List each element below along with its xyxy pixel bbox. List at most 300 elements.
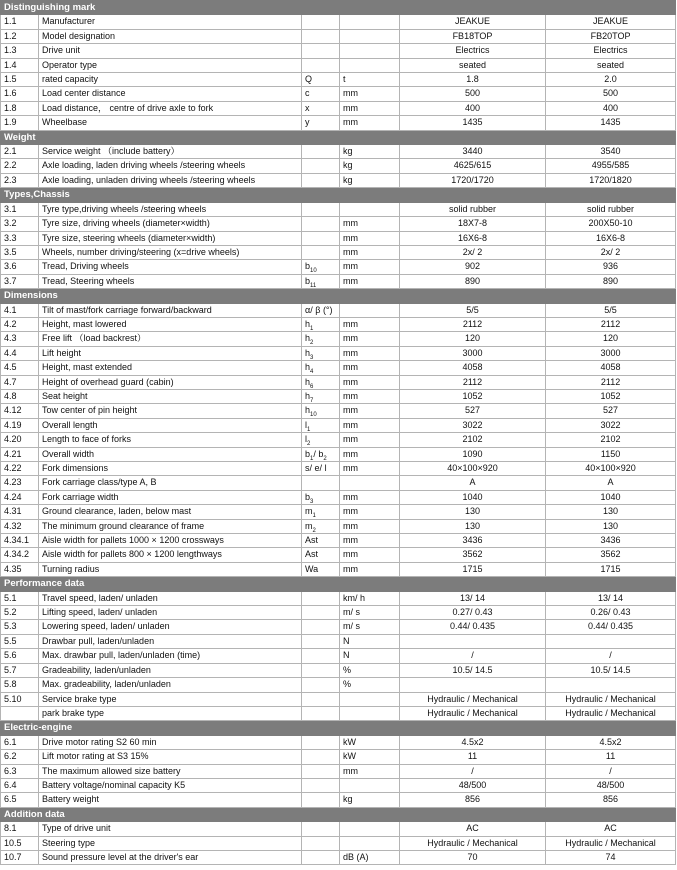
table-row xyxy=(1,822,676,836)
row-number: 1.1 xyxy=(1,15,39,29)
row-number: 5.1 xyxy=(1,591,39,605)
value-model-1: 500 xyxy=(400,87,546,101)
section-header xyxy=(1,1,676,15)
value-model-1: 1040 xyxy=(400,490,546,504)
row-label: Ground clearance, laden, below mast xyxy=(39,505,302,519)
value-model-1: / xyxy=(400,764,546,778)
table-row xyxy=(1,778,676,792)
value-model-1: 1715 xyxy=(400,562,546,576)
row-number: 10.7 xyxy=(1,850,39,864)
table-row xyxy=(1,750,676,764)
row-symbol: $h_{10}$ xyxy=(302,404,340,418)
row-label: Wheelbase xyxy=(39,116,302,130)
value-model-1: 3440 xyxy=(400,145,546,159)
row-number: 2.3 xyxy=(1,173,39,187)
value-model-1: 16X6-8 xyxy=(400,231,546,245)
value-model-2: 120 xyxy=(546,332,676,346)
row-label: Length to face of forks xyxy=(39,433,302,447)
row-unit: mm xyxy=(340,101,400,115)
table-row xyxy=(1,692,676,706)
row-number: 4.24 xyxy=(1,490,39,504)
row-symbol xyxy=(302,649,340,663)
row-number: 4.23 xyxy=(1,476,39,490)
table-row xyxy=(1,548,676,562)
value-model-2: 74 xyxy=(546,850,676,864)
row-unit: mm xyxy=(340,260,400,274)
value-model-2: 4058 xyxy=(546,361,676,375)
row-unit: dB (A) xyxy=(340,850,400,864)
value-model-1: Hydraulic / Mechanical xyxy=(400,692,546,706)
row-label: Wheels, number driving/steering (x=drive wheels) xyxy=(39,245,302,259)
row-number: 4.31 xyxy=(1,505,39,519)
section-header xyxy=(1,130,676,144)
row-number: 3.6 xyxy=(1,260,39,274)
row-label: Drawbar pull, laden/unladen xyxy=(39,634,302,648)
row-number xyxy=(1,706,39,720)
table-row xyxy=(1,303,676,317)
row-number: 1.2 xyxy=(1,29,39,43)
row-number: 5.6 xyxy=(1,649,39,663)
value-model-2: A xyxy=(546,476,676,490)
row-number: 3.5 xyxy=(1,245,39,259)
row-number: 4.12 xyxy=(1,404,39,418)
table-row xyxy=(1,389,676,403)
value-model-1: 400 xyxy=(400,101,546,115)
row-unit: kg xyxy=(340,159,400,173)
row-number: 4.22 xyxy=(1,462,39,476)
row-label: Fork carriage width xyxy=(39,490,302,504)
table-row xyxy=(1,591,676,605)
row-label: Tyre size, steering wheels (diameter×width) xyxy=(39,231,302,245)
row-unit xyxy=(340,202,400,216)
row-label: Aisle width for pallets 1000 × 1200 crossways xyxy=(39,534,302,548)
row-unit: N xyxy=(340,649,400,663)
value-model-2: 1150 xyxy=(546,447,676,461)
row-symbol xyxy=(302,663,340,677)
row-number: 2.2 xyxy=(1,159,39,173)
row-unit xyxy=(340,303,400,317)
row-label: Height of overhead guard (cabin) xyxy=(39,375,302,389)
value-model-2: 856 xyxy=(546,793,676,807)
row-number: 3.1 xyxy=(1,202,39,216)
row-symbol: y xyxy=(302,116,340,130)
section-header xyxy=(1,807,676,821)
row-number: 2.1 xyxy=(1,145,39,159)
row-number: 3.3 xyxy=(1,231,39,245)
row-symbol: $l_1$ xyxy=(302,418,340,432)
table-row xyxy=(1,159,676,173)
value-model-2: 1720/1820 xyxy=(546,173,676,187)
row-symbol xyxy=(302,850,340,864)
row-label: Fork dimensions xyxy=(39,462,302,476)
value-model-1: 2112 xyxy=(400,375,546,389)
section-title: Electric-engine xyxy=(1,721,676,735)
table-row xyxy=(1,375,676,389)
table-row xyxy=(1,678,676,692)
row-symbol xyxy=(302,29,340,43)
row-unit xyxy=(340,29,400,43)
row-unit xyxy=(340,778,400,792)
value-model-2: 2102 xyxy=(546,433,676,447)
table-row xyxy=(1,404,676,418)
row-symbol: $h_6$ xyxy=(302,375,340,389)
table-row xyxy=(1,447,676,461)
section-title: Dimensions xyxy=(1,289,676,303)
row-symbol: $l_2$ xyxy=(302,433,340,447)
row-number: 4.1 xyxy=(1,303,39,317)
row-number: 6.5 xyxy=(1,793,39,807)
row-label: Service weight （include battery） xyxy=(39,145,302,159)
row-label: Travel speed, laden/ unladen xyxy=(39,591,302,605)
row-symbol xyxy=(302,245,340,259)
row-unit: mm xyxy=(340,332,400,346)
row-symbol: $h_7$ xyxy=(302,389,340,403)
row-number: 4.35 xyxy=(1,562,39,576)
row-unit xyxy=(340,706,400,720)
row-unit xyxy=(340,58,400,72)
value-model-1: 1052 xyxy=(400,389,546,403)
row-unit: mm xyxy=(340,505,400,519)
value-model-1 xyxy=(400,678,546,692)
row-unit: kg xyxy=(340,145,400,159)
value-model-1: FB18TOP xyxy=(400,29,546,43)
row-unit: mm xyxy=(340,375,400,389)
value-model-2: / xyxy=(546,649,676,663)
row-symbol: Ast xyxy=(302,534,340,548)
row-label: Lowering speed, laden/ unladen xyxy=(39,620,302,634)
value-model-1: 4058 xyxy=(400,361,546,375)
row-symbol: $h_2$ xyxy=(302,332,340,346)
row-label: Overall width xyxy=(39,447,302,461)
value-model-2: Electrics xyxy=(546,44,676,58)
row-unit: mm xyxy=(340,217,400,231)
spec-table-body xyxy=(1,1,676,865)
section-title: Addition data xyxy=(1,807,676,821)
table-row xyxy=(1,202,676,216)
table-row xyxy=(1,634,676,648)
table-row xyxy=(1,245,676,259)
row-unit: mm xyxy=(340,433,400,447)
value-model-2: Hydraulic / Mechanical xyxy=(546,692,676,706)
row-label: Height, mast lowered xyxy=(39,317,302,331)
row-unit: mm xyxy=(340,447,400,461)
row-label: Manufacturer xyxy=(39,15,302,29)
table-row xyxy=(1,490,676,504)
row-unit: mm xyxy=(340,274,400,288)
value-model-1: 3436 xyxy=(400,534,546,548)
row-unit: mm xyxy=(340,462,400,476)
table-row xyxy=(1,433,676,447)
row-label: Load distance， centre of drive axle to fork xyxy=(39,101,302,115)
table-row xyxy=(1,361,676,375)
value-model-1: 70 xyxy=(400,850,546,864)
value-model-1: seated xyxy=(400,58,546,72)
row-symbol xyxy=(302,706,340,720)
row-label: Axle loading, laden driving wheels /steering wheels xyxy=(39,159,302,173)
row-label: Max. gradeability, laden/unladen xyxy=(39,678,302,692)
row-symbol xyxy=(302,15,340,29)
row-label: Drive unit xyxy=(39,44,302,58)
row-label: Lifting speed, laden/ unladen xyxy=(39,606,302,620)
table-row xyxy=(1,73,676,87)
table-row xyxy=(1,145,676,159)
row-number: 4.8 xyxy=(1,389,39,403)
row-number: 1.3 xyxy=(1,44,39,58)
value-model-1: Hydraulic / Mechanical xyxy=(400,706,546,720)
value-model-2: 527 xyxy=(546,404,676,418)
row-unit: mm xyxy=(340,404,400,418)
table-row xyxy=(1,29,676,43)
row-symbol xyxy=(302,591,340,605)
value-model-1: 120 xyxy=(400,332,546,346)
row-symbol xyxy=(302,620,340,634)
table-row xyxy=(1,217,676,231)
row-label: Free lift （load backrest） xyxy=(39,332,302,346)
row-number: 4.20 xyxy=(1,433,39,447)
value-model-1: 13/ 14 xyxy=(400,591,546,605)
row-unit: mm xyxy=(340,116,400,130)
row-number: 4.34.1 xyxy=(1,534,39,548)
row-symbol xyxy=(302,58,340,72)
row-label: Type of drive unit xyxy=(39,822,302,836)
row-symbol: Wa xyxy=(302,562,340,576)
value-model-2: / xyxy=(546,764,676,778)
value-model-1: 130 xyxy=(400,505,546,519)
section-header xyxy=(1,188,676,202)
table-row xyxy=(1,519,676,533)
section-title: Distinguishing mark xyxy=(1,1,676,15)
row-symbol: $m_1$ xyxy=(302,505,340,519)
table-row xyxy=(1,764,676,778)
row-number: 1.6 xyxy=(1,87,39,101)
row-symbol xyxy=(302,173,340,187)
section-title: Performance data xyxy=(1,577,676,591)
value-model-1: 11 xyxy=(400,750,546,764)
table-row xyxy=(1,173,676,187)
value-model-2: 2112 xyxy=(546,317,676,331)
row-symbol: $h_3$ xyxy=(302,346,340,360)
row-symbol xyxy=(302,145,340,159)
value-model-1: 4625/615 xyxy=(400,159,546,173)
row-number: 4.7 xyxy=(1,375,39,389)
row-symbol: x xyxy=(302,101,340,115)
row-label: Gradeability, laden/unladen xyxy=(39,663,302,677)
value-model-2: 2112 xyxy=(546,375,676,389)
value-model-2: Hydraulic / Mechanical xyxy=(546,706,676,720)
row-unit: mm xyxy=(340,245,400,259)
section-header xyxy=(1,721,676,735)
row-label: Aisle width for pallets 800 × 1200 lengthways xyxy=(39,548,302,562)
table-row xyxy=(1,418,676,432)
row-label: rated capacity xyxy=(39,73,302,87)
row-label: Drive motor rating S2 60 min xyxy=(39,735,302,749)
row-unit: N xyxy=(340,634,400,648)
value-model-2: 1040 xyxy=(546,490,676,504)
value-model-2: 4955/585 xyxy=(546,159,676,173)
row-symbol: $m_2$ xyxy=(302,519,340,533)
value-model-2: 500 xyxy=(546,87,676,101)
value-model-1: 4.5x2 xyxy=(400,735,546,749)
value-model-2: 890 xyxy=(546,274,676,288)
table-row xyxy=(1,735,676,749)
row-number: 4.4 xyxy=(1,346,39,360)
row-unit: kW xyxy=(340,750,400,764)
row-symbol xyxy=(302,217,340,231)
row-number: 6.2 xyxy=(1,750,39,764)
value-model-2: FB20TOP xyxy=(546,29,676,43)
value-model-2: 11 xyxy=(546,750,676,764)
row-label: park brake type xyxy=(39,706,302,720)
row-number: 1.8 xyxy=(1,101,39,115)
section-header xyxy=(1,577,676,591)
value-model-2: 5/5 xyxy=(546,303,676,317)
value-model-2: 3436 xyxy=(546,534,676,548)
row-number: 1.4 xyxy=(1,58,39,72)
row-label: Turning radius xyxy=(39,562,302,576)
row-symbol xyxy=(302,750,340,764)
row-label: Battery voltage/nominal capacity K5 xyxy=(39,778,302,792)
value-model-2: 4.5x2 xyxy=(546,735,676,749)
value-model-1: 2x/ 2 xyxy=(400,245,546,259)
row-unit: mm xyxy=(340,346,400,360)
value-model-1: solid rubber xyxy=(400,202,546,216)
row-unit: mm xyxy=(340,764,400,778)
row-label: Seat height xyxy=(39,389,302,403)
value-model-2: 3022 xyxy=(546,418,676,432)
row-unit xyxy=(340,15,400,29)
row-number: 6.3 xyxy=(1,764,39,778)
row-symbol xyxy=(302,231,340,245)
row-symbol xyxy=(302,159,340,173)
value-model-1: 0.44/ 0.435 xyxy=(400,620,546,634)
row-label: Overall length xyxy=(39,418,302,432)
value-model-1: 5/5 xyxy=(400,303,546,317)
row-label: Max. drawbar pull, laden/unladen (time) xyxy=(39,649,302,663)
table-row xyxy=(1,231,676,245)
row-symbol xyxy=(302,778,340,792)
row-unit xyxy=(340,692,400,706)
row-symbol: $b_3$ xyxy=(302,490,340,504)
value-model-2: JEAKUE xyxy=(546,15,676,29)
row-symbol xyxy=(302,692,340,706)
row-number: 3.7 xyxy=(1,274,39,288)
row-symbol xyxy=(302,476,340,490)
value-model-2: 10.5/ 14.5 xyxy=(546,663,676,677)
value-model-1: 1090 xyxy=(400,447,546,461)
table-row xyxy=(1,534,676,548)
row-label: Model designation xyxy=(39,29,302,43)
row-symbol xyxy=(302,44,340,58)
value-model-1: / xyxy=(400,649,546,663)
row-symbol xyxy=(302,793,340,807)
row-label: Fork carriage class/type A, B xyxy=(39,476,302,490)
value-model-1: 48/500 xyxy=(400,778,546,792)
row-number: 6.4 xyxy=(1,778,39,792)
value-model-1: Hydraulic / Mechanical xyxy=(400,836,546,850)
row-unit: mm xyxy=(340,389,400,403)
row-number: 4.5 xyxy=(1,361,39,375)
row-number: 4.3 xyxy=(1,332,39,346)
row-unit: t xyxy=(340,73,400,87)
value-model-2: AC xyxy=(546,822,676,836)
row-number: 8.1 xyxy=(1,822,39,836)
value-model-1: 1.8 xyxy=(400,73,546,87)
row-label: Tilt of mast/fork carriage forward/backward xyxy=(39,303,302,317)
row-number: 5.7 xyxy=(1,663,39,677)
table-row xyxy=(1,462,676,476)
value-model-2: 0.44/ 0.435 xyxy=(546,620,676,634)
value-model-2: 1435 xyxy=(546,116,676,130)
row-label: Tread, Driving wheels xyxy=(39,260,302,274)
value-model-1: 2102 xyxy=(400,433,546,447)
row-label: Axle loading, unladen driving wheels /steering wheels xyxy=(39,173,302,187)
row-unit: kg xyxy=(340,793,400,807)
row-unit: % xyxy=(340,678,400,692)
row-label: Lift motor rating at S3 15% xyxy=(39,750,302,764)
table-row xyxy=(1,58,676,72)
table-row xyxy=(1,274,676,288)
row-symbol xyxy=(302,836,340,850)
value-model-1: JEAKUE xyxy=(400,15,546,29)
value-model-1: AC xyxy=(400,822,546,836)
table-row xyxy=(1,562,676,576)
table-row xyxy=(1,663,676,677)
row-symbol: $h_4$ xyxy=(302,361,340,375)
row-unit: m/ s xyxy=(340,620,400,634)
value-model-2: seated xyxy=(546,58,676,72)
row-unit: km/ h xyxy=(340,591,400,605)
value-model-1: 1435 xyxy=(400,116,546,130)
value-model-2: 0.26/ 0.43 xyxy=(546,606,676,620)
row-number: 5.2 xyxy=(1,606,39,620)
row-symbol: $b_{11}$ xyxy=(302,274,340,288)
value-model-1: A xyxy=(400,476,546,490)
row-unit: mm xyxy=(340,534,400,548)
value-model-2: 16X6-8 xyxy=(546,231,676,245)
value-model-2: 200X50-10 xyxy=(546,217,676,231)
section-header xyxy=(1,289,676,303)
value-model-2: 2.0 xyxy=(546,73,676,87)
row-number: 1.9 xyxy=(1,116,39,130)
row-unit: mm xyxy=(340,562,400,576)
value-model-1: 3000 xyxy=(400,346,546,360)
value-model-1: 130 xyxy=(400,519,546,533)
value-model-2: 400 xyxy=(546,101,676,115)
row-symbol: α/ β (°) xyxy=(302,303,340,317)
value-model-1: 890 xyxy=(400,274,546,288)
row-symbol: Q xyxy=(302,73,340,87)
section-title: Weight xyxy=(1,130,676,144)
row-label: Operator type xyxy=(39,58,302,72)
row-unit: mm xyxy=(340,519,400,533)
value-model-2: 3000 xyxy=(546,346,676,360)
table-row xyxy=(1,505,676,519)
row-number: 3.2 xyxy=(1,217,39,231)
row-symbol: $h_1$ xyxy=(302,317,340,331)
table-row xyxy=(1,836,676,850)
table-row xyxy=(1,346,676,360)
row-symbol xyxy=(302,735,340,749)
value-model-1: 2112 xyxy=(400,317,546,331)
value-model-2: solid rubber xyxy=(546,202,676,216)
value-model-1: 3562 xyxy=(400,548,546,562)
value-model-2: Hydraulic / Mechanical xyxy=(546,836,676,850)
table-row xyxy=(1,606,676,620)
table-row xyxy=(1,793,676,807)
row-number: 4.34.2 xyxy=(1,548,39,562)
row-label: Tyre size, driving wheels (diameter×width) xyxy=(39,217,302,231)
row-number: 5.3 xyxy=(1,620,39,634)
